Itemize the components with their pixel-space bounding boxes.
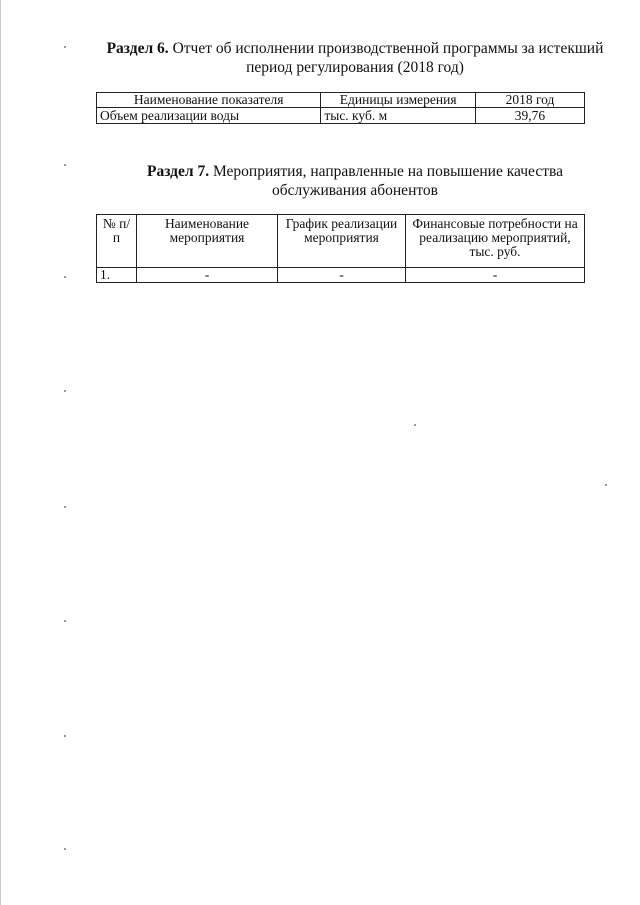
scan-speck	[64, 735, 66, 737]
section-6-heading	[100, 39, 610, 77]
header-cell: № п/п	[97, 215, 137, 268]
scan-speck	[64, 620, 66, 622]
header-cell: Единицы измерения	[321, 93, 476, 108]
header-cell: 2018 год	[475, 93, 584, 108]
scan-speck	[64, 164, 66, 166]
table-row	[97, 108, 585, 124]
section-6-number: Раздел 6.	[106, 40, 169, 57]
section-7-heading	[120, 162, 590, 200]
scan-speck	[64, 506, 66, 508]
table-cell: -	[278, 268, 406, 283]
scan-speck	[414, 424, 416, 426]
scan-speck	[64, 46, 66, 48]
table-header-row	[97, 215, 585, 268]
table-cell: -	[137, 268, 278, 283]
table-cell: тыс. куб. м	[321, 108, 476, 124]
header-cell: График реализации мероприятия	[278, 215, 406, 268]
section-7-table	[96, 214, 585, 283]
header-cell: Финансовые потребности на реализацию мероприятий, тыс. руб.	[406, 215, 585, 268]
section-7-number: Раздел 7.	[147, 163, 210, 180]
table-row	[97, 268, 585, 283]
section-6-table	[96, 92, 585, 124]
table-cell: 39,76	[475, 108, 584, 124]
scan-speck	[605, 484, 607, 486]
scan-edge	[0, 0, 1, 905]
table-cell: 1.	[97, 268, 137, 283]
header-cell: Наименование показателя	[97, 93, 321, 108]
section-7-title: Мероприятия, направленные на повышение качества обслуживания абонентов	[212, 163, 563, 199]
header-cell: Наименование мероприятия	[137, 215, 278, 268]
table-cell: Объем реализации воды	[97, 108, 321, 124]
scan-speck	[64, 390, 66, 392]
scan-speck	[64, 276, 66, 278]
section-6-title: Отчет об исполнении производственной программы за истекший период регулирования (2018 год)	[172, 40, 604, 76]
scan-speck	[64, 848, 66, 850]
table-cell: -	[406, 268, 585, 283]
table-header-row	[97, 93, 585, 108]
